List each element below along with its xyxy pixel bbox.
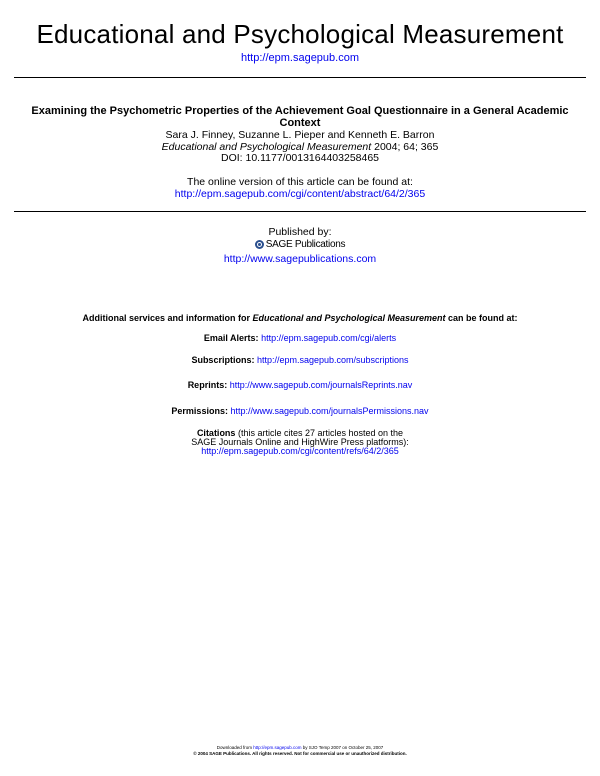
citations-text-1: (this article cites 27 articles hosted on the: [235, 428, 404, 438]
article-title-line1: Examining the Psychometric Properties of the Achievement Goal Questionnaire in a General Academic: [31, 105, 569, 117]
published-by-label: Published by:: [268, 226, 332, 238]
subscriptions-link[interactable]: http://epm.sagepub.com/subscriptions: [256, 355, 409, 365]
permissions-label: Permissions:: [171, 406, 228, 416]
email-alerts-row: [0, 333, 600, 344]
article-authors: Sara J. Finney, Suzanne L. Pieper and Kenneth E. Barron: [165, 129, 435, 141]
download-notice: Downloaded from http://epm.sagepub.com by SJO Temp 2007 on October 25, 2007: [216, 745, 384, 750]
publisher-logo: [0, 238, 600, 253]
middle-divider: [14, 211, 586, 212]
download-notice-link[interactable]: http://epm.sagepub.com: [253, 745, 302, 750]
article-title: [8, 105, 592, 129]
citations-link[interactable]: http://epm.sagepub.com/cgi/content/refs/64/2/365: [201, 446, 399, 456]
subscriptions-row: [0, 355, 600, 366]
reprints-row: [0, 380, 600, 391]
online-version-link[interactable]: http://epm.sagepub.com/cgi/content/abstract/64/2/365: [174, 188, 426, 200]
citations-label: Citations: [196, 428, 236, 438]
subscriptions-label: Subscriptions:: [191, 355, 255, 365]
reprints-link[interactable]: http://www.sagepub.com/journalsReprints.nav: [229, 380, 413, 390]
sage-logo-icon: [255, 240, 264, 249]
reprints-label: Reprints:: [187, 380, 228, 390]
citation-volume: 2004; 64; 365: [371, 141, 439, 153]
citations-text-2: SAGE Journals Online and HighWire Press platforms):: [191, 437, 409, 447]
journal-url-link[interactable]: http://epm.sagepub.com: [240, 52, 359, 64]
email-alerts-link[interactable]: http://epm.sagepub.com/cgi/alerts: [261, 333, 397, 343]
online-version-label: The online version of this article can be found at:: [187, 176, 413, 188]
permissions-link[interactable]: http://www.sagepub.com/journalsPermissions.nav: [230, 406, 429, 416]
top-divider: [14, 77, 586, 78]
copyright-notice: © 2004 SAGE Publications. All rights reserved. Not for commercial use or unauthorized distribution.: [193, 751, 407, 756]
citation-journal: Educational and Psychological Measurement: [161, 141, 372, 153]
email-alerts-label: Email Alerts:: [203, 333, 259, 343]
sage-logo-text: SAGE Publications: [265, 239, 346, 250]
journal-title: Educational and Psychological Measurement: [36, 19, 564, 49]
services-intro: Additional services and information for Educational and Psychological Measurement can be found at:: [82, 313, 518, 323]
article-title-line2: Context: [279, 117, 321, 129]
publisher-url-link[interactable]: http://www.sagepublications.com: [223, 253, 377, 265]
article-doi: DOI: 10.1177/0013164403258465: [220, 152, 380, 164]
permissions-row: [0, 406, 600, 417]
